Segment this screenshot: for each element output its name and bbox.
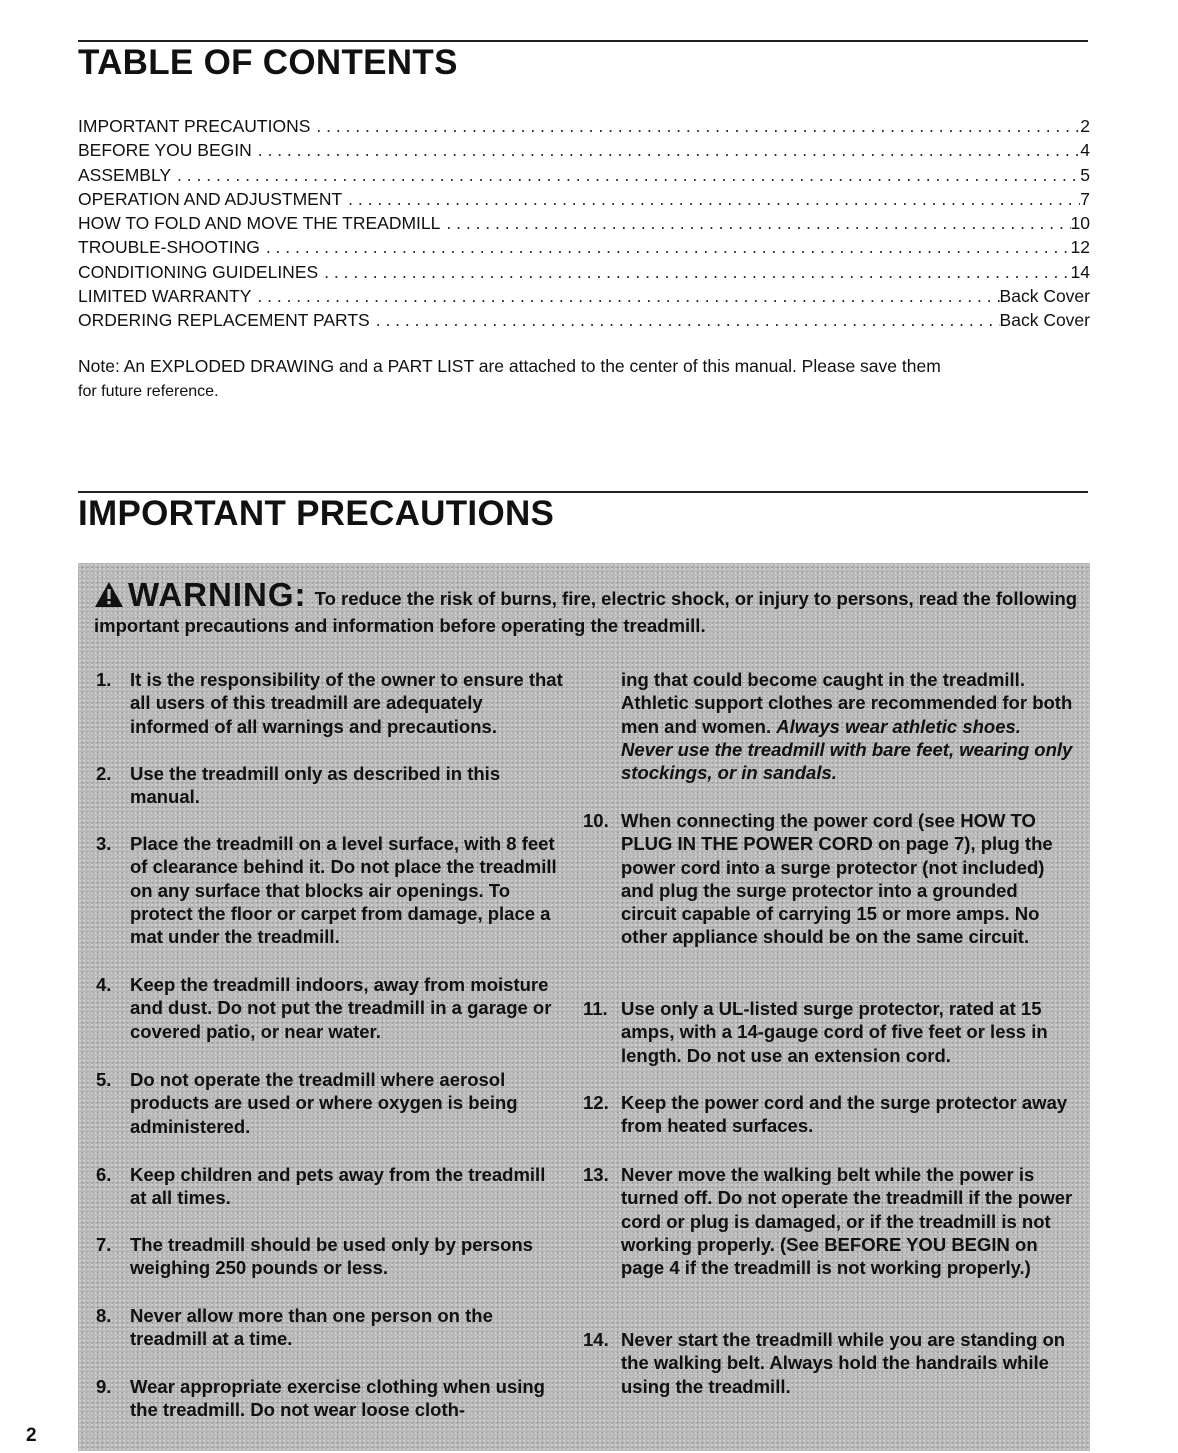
precaution-item-4 xyxy=(96,973,566,1043)
toc-entry-label: OPERATION AND ADJUSTMENT xyxy=(78,188,343,209)
toc-leader-dots xyxy=(376,308,1000,332)
toc-entry-page: 10 xyxy=(1070,213,1090,234)
toc-entry[interactable] xyxy=(78,114,1090,138)
toc-leader-dots xyxy=(348,187,1080,211)
item-number: 12. xyxy=(583,1092,609,1113)
item-number: 5. xyxy=(96,1069,112,1090)
item-number: 4. xyxy=(96,974,112,995)
item-text: Never allow more than one person on the treadmill at a time. xyxy=(130,1305,493,1350)
item-text: Do not operate the treadmill where aerosol products are used or where oxygen is being administered. xyxy=(130,1069,518,1137)
toc-entry-label: ORDERING REPLACEMENT PARTS xyxy=(78,310,370,331)
warning-header xyxy=(94,576,1079,638)
item-number: 11. xyxy=(583,998,608,1019)
toc-leader-dots xyxy=(266,235,1071,259)
item-emphasis-text: Always wear athletic shoes. Never use the treadmill with bare feet, wearing only stockings, or in sandals. xyxy=(621,715,1073,784)
toc-entry-label: BEFORE YOU BEGIN xyxy=(78,140,252,161)
toc-leader-dots xyxy=(446,211,1070,235)
item-number: 2. xyxy=(96,763,112,784)
toc-entry-label: TROUBLE-SHOOTING xyxy=(78,237,260,258)
warning-label: WARNING xyxy=(128,576,295,613)
item-number: 10. xyxy=(583,810,609,831)
toc-list xyxy=(78,114,1090,333)
item-text: Never start the treadmill while you are standing on the walking belt. Always hold the handrails while using the treadmill. xyxy=(621,1329,1066,1397)
toc-entry-page: 14 xyxy=(1070,261,1090,282)
item-number: 3. xyxy=(96,833,112,854)
warning-triangle-icon xyxy=(94,581,124,614)
item-text: Never move the walking belt while the power is turned off. Do not operate the treadmill if the power cord or plug is damaged, or if the treadmill is not working properly. (See BEFORE YOU BEGIN on page 4 if the treadmill is not working properly.) xyxy=(621,1164,1073,1279)
precaution-item-8 xyxy=(96,1304,566,1351)
toc-entry[interactable] xyxy=(78,308,1090,332)
toc-entry-page: 12 xyxy=(1070,237,1090,258)
precaution-item-7 xyxy=(96,1233,566,1280)
item-number: 9. xyxy=(96,1376,112,1397)
toc-entry-label: LIMITED WARRANTY xyxy=(78,286,252,307)
toc-title: TABLE OF CONTENTS xyxy=(78,43,458,82)
item-text: It is the responsibility of the owner to ensure that all users of this treadmill are adequately informed of all warnings and precautions. xyxy=(130,669,563,737)
precaution-item-10 xyxy=(583,809,1073,949)
item-number: 13. xyxy=(583,1164,609,1185)
toc-top-rule xyxy=(78,40,1088,42)
item-number: 8. xyxy=(96,1305,112,1326)
item-text: ing that could become caught in the treadmill. Athletic support clothes are recommended for both men and women. xyxy=(621,669,1073,737)
toc-note-line2: for future reference. xyxy=(78,383,219,400)
precaution-item-6 xyxy=(96,1163,566,1210)
toc-entry[interactable] xyxy=(78,284,1090,308)
toc-leader-dots xyxy=(177,163,1080,187)
toc-entry-page: 2 xyxy=(1080,116,1090,136)
precaution-item-12 xyxy=(583,1091,1073,1138)
toc-entry-label: ASSEMBLY xyxy=(78,164,172,185)
toc-entry[interactable] xyxy=(78,211,1090,235)
toc-note-line1: Note: An EXPLODED DRAWING and a PART LIST are attached to the center of this manual. Please save them xyxy=(78,356,941,376)
item-text: Place the treadmill on a level surface, with 8 feet of clearance behind it. Do not place the treadmill on any surface that blocks air openings. To protect the floor or carpet from damage, place a mat under the treadmill. xyxy=(130,833,557,948)
item-text: Keep the treadmill indoors, away from moisture and dust. Do not put the treadmill in a garage or covered patio, or near water. xyxy=(130,974,552,1042)
precaution-item-3 xyxy=(96,832,566,948)
toc-leader-dots xyxy=(324,260,1070,284)
toc-leader-dots xyxy=(316,114,1080,138)
precautions-top-rule xyxy=(78,491,1088,493)
toc-entry[interactable] xyxy=(78,260,1090,284)
toc-entry-page: 5 xyxy=(1080,164,1090,185)
toc-note xyxy=(78,354,1088,404)
toc-entry[interactable] xyxy=(78,187,1090,211)
item-number: 1. xyxy=(96,669,112,690)
item-text: Keep the power cord and the surge protector away from heated surfaces. xyxy=(621,1092,1068,1137)
toc-entry[interactable] xyxy=(78,138,1090,162)
toc-entry-page: 7 xyxy=(1080,188,1090,209)
item-text: Use the treadmill only as described in this manual. xyxy=(130,763,501,808)
toc-entry-label: HOW TO FOLD AND MOVE THE TREADMILL xyxy=(78,213,441,234)
toc-leader-dots xyxy=(257,284,999,308)
item-text: Keep children and pets away from the treadmill at all times. xyxy=(130,1164,546,1209)
precaution-item-9-continued xyxy=(621,668,1076,784)
precaution-item-9 xyxy=(96,1375,566,1422)
toc-entry-page: 4 xyxy=(1080,140,1090,161)
item-number: 14. xyxy=(583,1329,609,1350)
precaution-item-5 xyxy=(96,1068,566,1138)
toc-entry-page: Back Cover xyxy=(999,286,1090,307)
item-text: Use only a UL-listed surge protector, rated at 15 amps, with a 14-gauge cord of five feet or less in length. Do not use an extension cord. xyxy=(621,998,1048,1066)
toc-entry-label: CONDITIONING GUIDELINES xyxy=(78,261,319,282)
precaution-item-1 xyxy=(96,668,566,738)
toc-entry[interactable] xyxy=(78,235,1090,259)
toc-entry[interactable] xyxy=(78,163,1090,187)
item-text: When connecting the power cord (see HOW TO PLUG IN THE POWER CORD on page 7), plug the power cord into a surge protector (not included) and plug the surge protector into a grounded circuit capable of carrying 15 or more amps. No other appliance should be on the same circuit. xyxy=(621,810,1053,948)
item-text: The treadmill should be used only by persons weighing 250 pounds or less. xyxy=(130,1234,533,1279)
item-text: Wear appropriate exercise clothing when using the treadmill. Do not wear loose cloth- xyxy=(130,1376,545,1421)
page-number: 2 xyxy=(26,1425,37,1446)
toc-leader-dots xyxy=(258,138,1081,162)
precaution-item-11 xyxy=(583,997,1073,1067)
warning-text: To reduce the risk of burns, fire, electric shock, or injury to persons, read the following important precautions and information before operating the treadmill. xyxy=(94,588,1078,636)
item-number: 7. xyxy=(96,1234,112,1255)
precaution-item-2 xyxy=(96,762,566,809)
precaution-item-13 xyxy=(583,1163,1073,1279)
precautions-title: IMPORTANT PRECAUTIONS xyxy=(78,494,555,533)
toc-entry-page: Back Cover xyxy=(999,310,1090,331)
warning-colon: : xyxy=(294,576,306,613)
precaution-item-14 xyxy=(583,1328,1073,1398)
toc-entry-label: IMPORTANT PRECAUTIONS xyxy=(78,116,311,136)
item-number: 6. xyxy=(96,1164,112,1185)
